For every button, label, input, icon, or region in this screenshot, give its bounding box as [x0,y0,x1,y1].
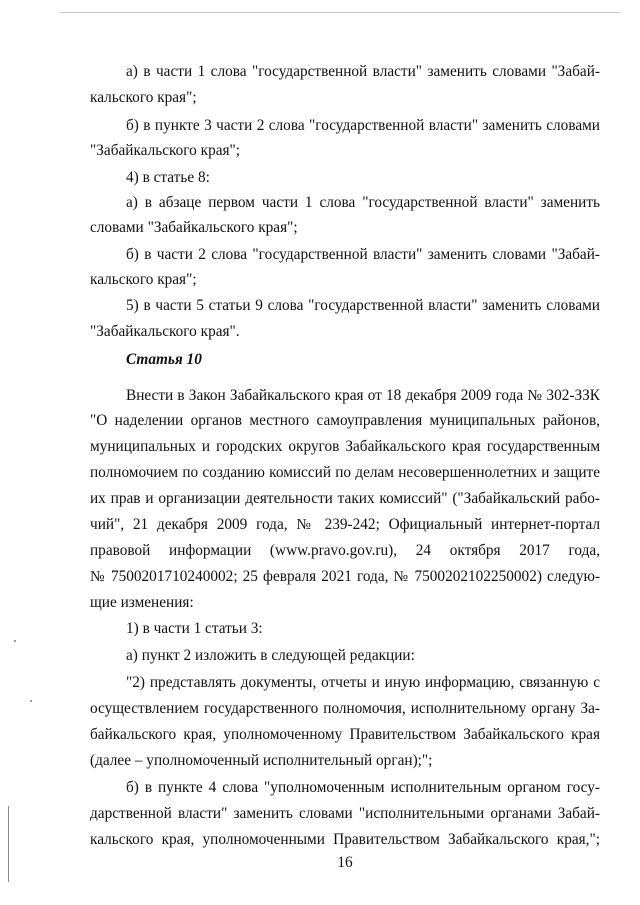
text-line: б) в пункте 4 слова "уполномоченным исполнительным органом госу- [126,779,600,796]
text-line: а) в абзаце первом части 1 слова "государственной власти" заменить [126,194,600,211]
text-line: чий", 21 декабря 2009 года, № 239-242; Официальный интернет-портал [90,516,600,533]
text-line: Внести в Закон Забайкальского края от 18 декабря 2009 года № 302-ЗЗК [126,387,600,404]
scan-border-line [60,12,620,13]
text-line: 5) в части 5 статьи 9 слова "государственной власти" заменить словами [126,297,600,314]
text-line: "Забайкальского края"; [90,142,241,159]
scan-margin-mark [8,806,9,882]
text-line: муниципальных и городских округов Забайкальского края государственным [90,438,600,455]
text-line: правовой информации (www.pravo.gov.ru), 24 октября 2017 года, [90,542,600,559]
text-line: их прав и организации деятельности таких комиссий" ("Забайкальский рабо- [90,490,600,507]
text-line: полномочием по созданию комиссий по делам несовершеннолетних и защите [90,464,600,481]
text-line: а) пункт 2 изложить в следующей редакции: [126,647,415,664]
page-number: 16 [337,854,353,871]
text-line: б) в части 2 слова "государственной власти" заменить словами "Забай- [126,246,600,263]
text-line: дарственной власти" заменить словами "исполнительными органами Забай- [90,805,600,822]
text-line: "Забайкальского края". [90,323,240,340]
text-line: (далее – уполномоченный исполнительный орган);"; [90,752,433,769]
scan-speck [30,700,32,702]
text-line: кальского края, уполномоченными Правительством Забайкальского края,"; [90,831,600,848]
text-line: а) в части 1 слова "государственной власти" заменить словами "Забай- [126,63,600,80]
article-heading: Статья 10 [126,351,202,368]
text-line: кальского края"; [90,89,197,106]
text-line: 4) в статье 8: [126,169,210,186]
text-line: байкальского края, уполномоченному Правительством Забайкальского края [90,726,600,743]
text-line: словами "Забайкальского края"; [90,219,298,236]
text-line: б) в пункте 3 части 2 слова "государственной власти" заменить словами [126,117,600,134]
text-line: 1) в части 1 статьи 3: [126,620,263,637]
text-line: осуществлением государственного полномочия, исполнительному органу За- [90,700,600,717]
text-line: кальского края"; [90,271,197,288]
scan-speck [14,640,16,642]
text-line: щие изменения: [90,594,194,611]
text-line: № 7500201710240002; 25 февраля 2021 года, № 7500202102250002) следую- [90,568,600,585]
text-line: "2) представлять документы, отчеты и иную информацию, связанную с [126,674,600,691]
text-line: "О наделении органов местного самоуправления муниципальных районов, [90,412,600,429]
